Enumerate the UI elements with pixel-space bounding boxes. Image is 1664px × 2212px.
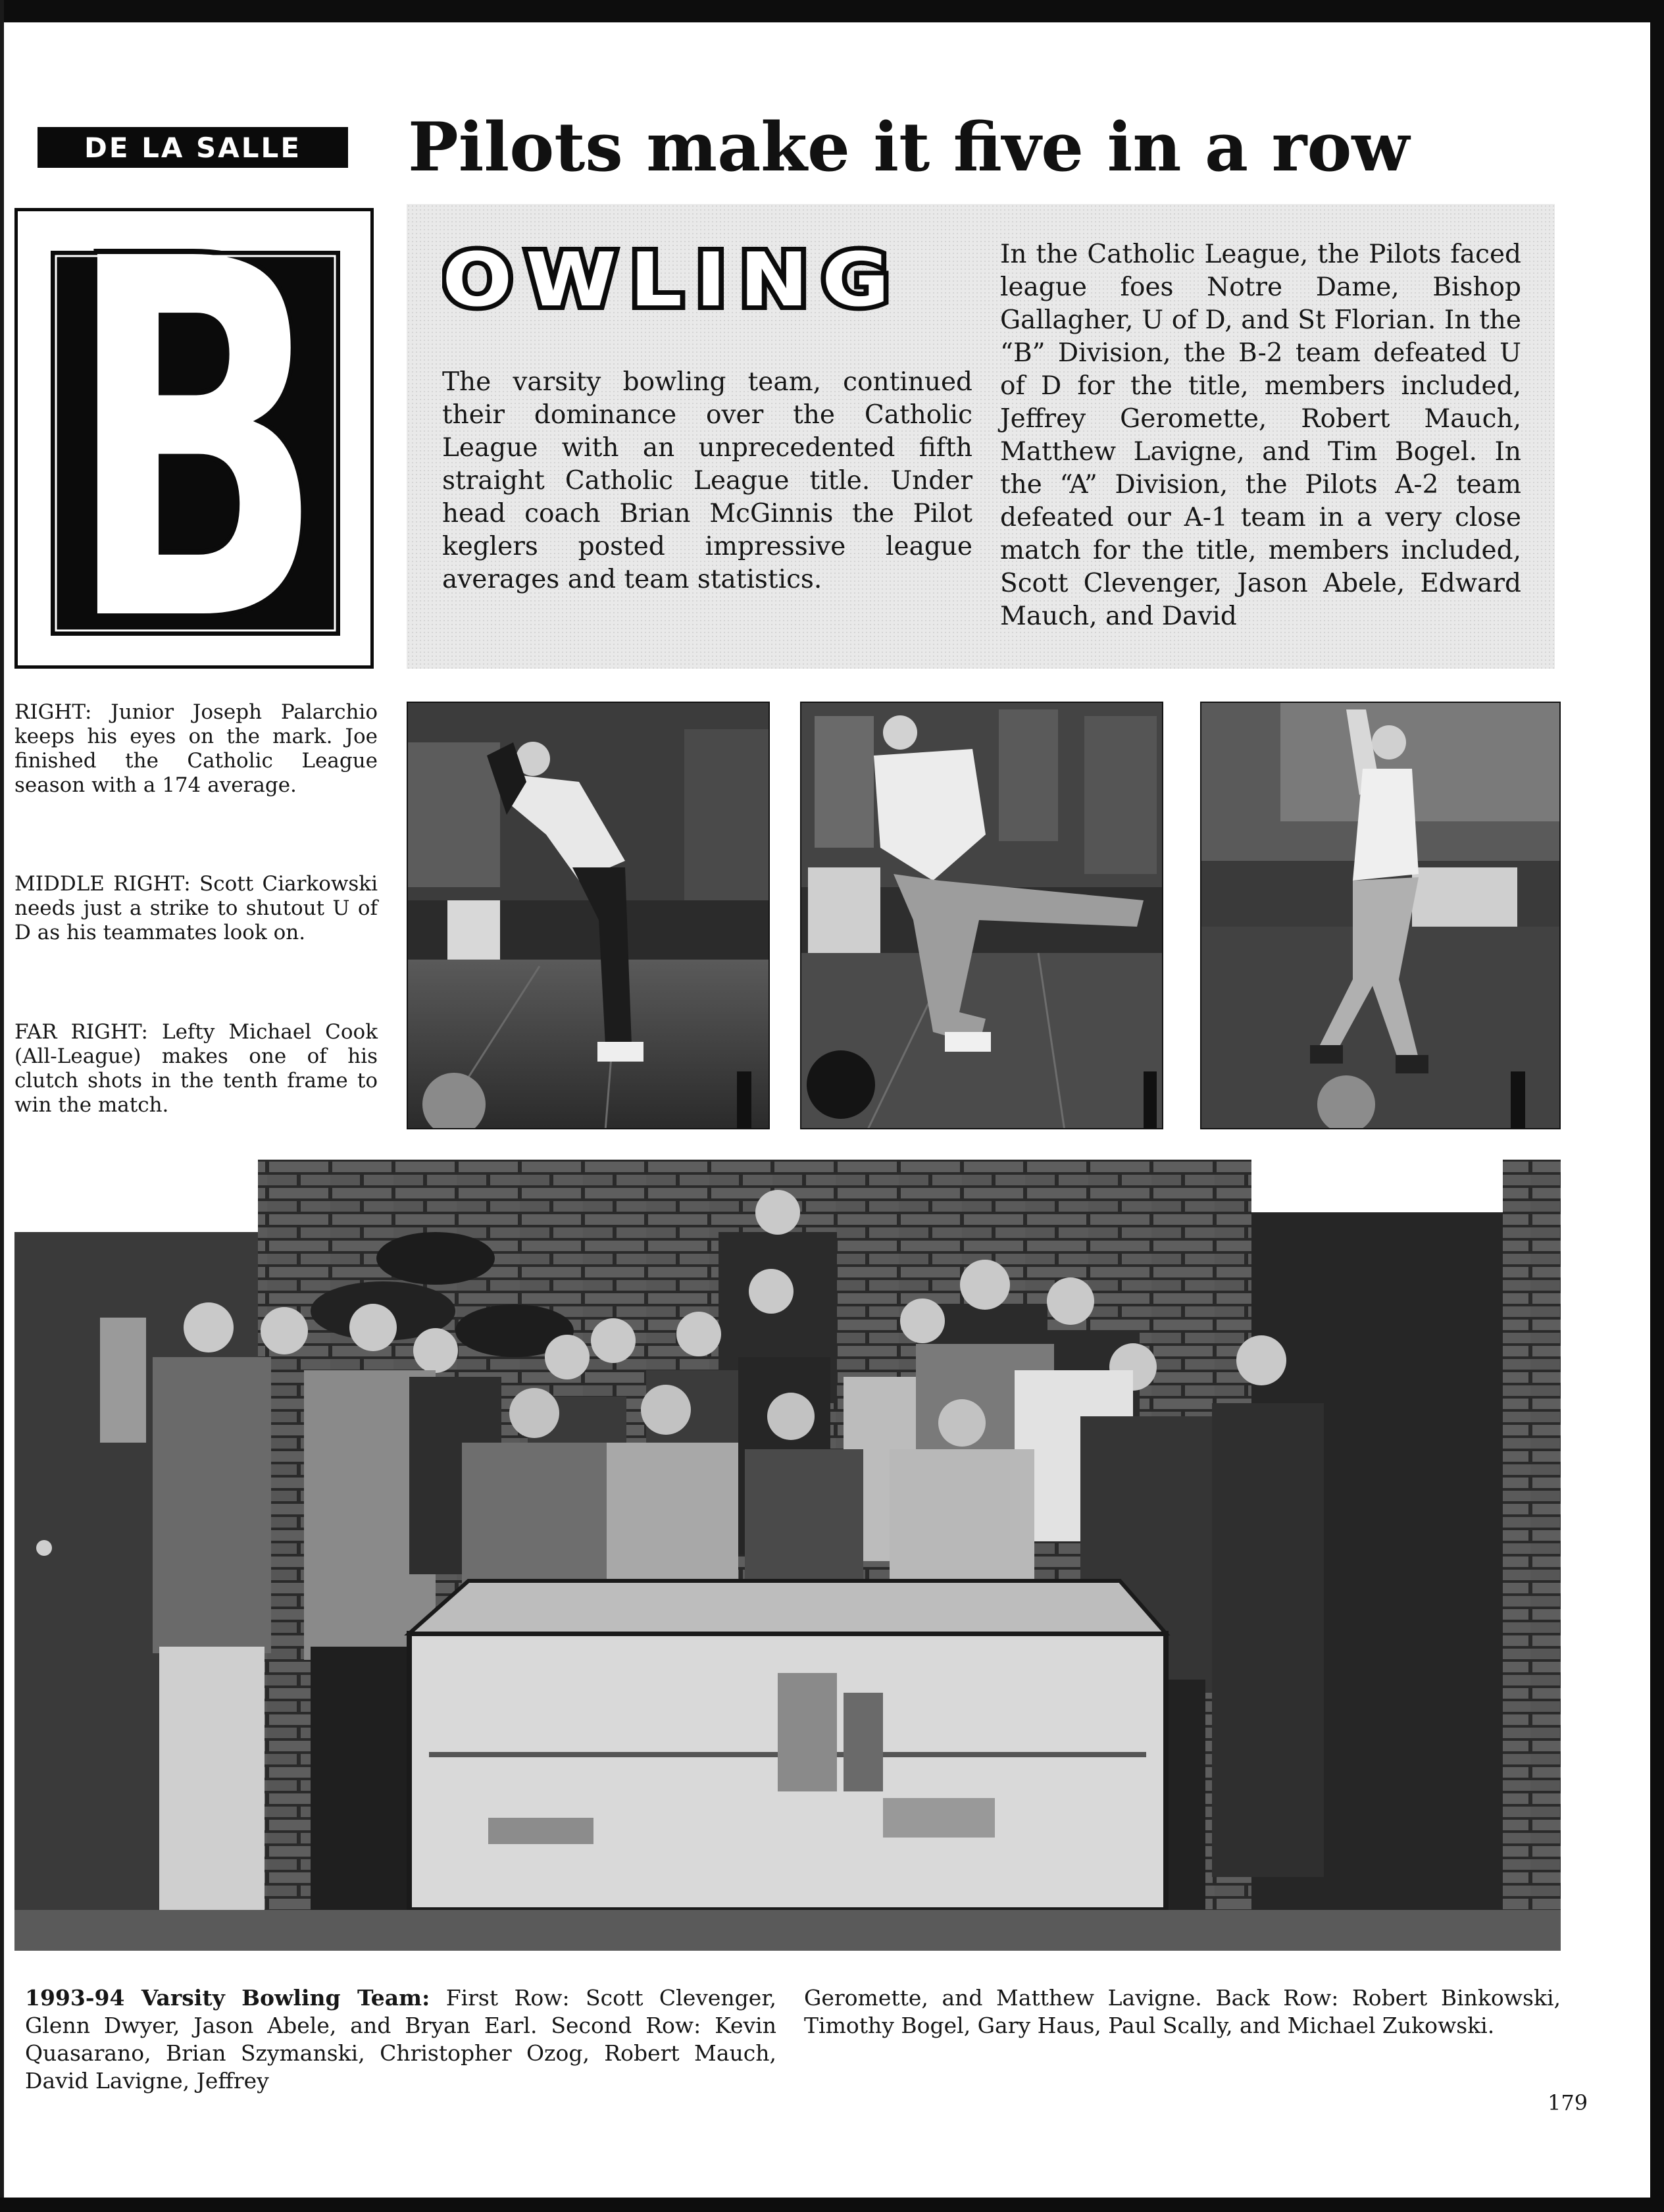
photo-caption-middle-right: MIDDLE RIGHT: Scott Ciarkowski needs just a strike to shutout U of D as his teammates look on.	[14, 872, 378, 944]
team-caption-part-1: First Row: Scott Clevenger, Glenn Dwyer, Jason Abele, and Bryan Earl. Second Row: Kevin Quasarano, Brian Szymanski, Christopher Ozog, Robert Mauch, David Lavigne, Jeffrey	[25, 1985, 776, 2094]
drop-word: OWLING	[442, 245, 903, 317]
bowler-photo-3	[1200, 702, 1561, 1129]
bowler-photo-1	[407, 702, 770, 1129]
intro-column-1: The varsity bowling team, continued their dominance over the Catholic League with an unprecedented fifth straight Catholic League title. Under head coach Brian McGinnis the Pilot keglers posted impressive league averages and team statistics.	[442, 367, 972, 594]
page-border-bottom	[0, 2198, 1664, 2212]
page-number: 179	[1548, 2090, 1588, 2115]
drop-initial-graphic	[18, 211, 370, 665]
drop-word-graphic	[442, 245, 916, 317]
team-caption-lead: 1993-94 Varsity Bowling Team:	[25, 1985, 430, 2011]
page-border-top	[0, 0, 1664, 22]
drop-initial-box	[14, 208, 374, 669]
bowler-photo-2	[800, 702, 1163, 1129]
drop-initial-letter: B	[64, 211, 327, 665]
page-border-right	[1650, 0, 1664, 2212]
page-border-left	[0, 0, 4, 2212]
team-caption-column-2: Geromette, and Matthew Lavigne. Back Row: Robert Binkowski, Timothy Bogel, Gary Haus, Paul Scally, and Michael Zukowski.	[804, 1985, 1561, 2038]
team-caption-column-1	[25, 1984, 776, 2095]
intro-column-2: In the Catholic League, the Pilots faced league foes Notre Dame, Bishop Gallagher, U of D, and St Florian. In the “B” Division, the B-2 team defeated U of D for the title, members included, Jeffrey Geromette, Robert Mauch, Matthew Lavigne, and Tim Bogel. In the “A” Division, the Pilots A-2 team defeated our A-1 team in a very close match for the title, members included, Scott Clevenger, Jason Abele, Edward Mauch, and David	[1000, 240, 1521, 631]
drop-word-box	[442, 245, 916, 317]
team-photo	[14, 1160, 1561, 1951]
page-headline: Pilots make it five in a row	[408, 108, 1410, 187]
section-tag: DE LA SALLE	[39, 129, 346, 166]
photo-caption-far-right: FAR RIGHT: Lefty Michael Cook (All-League) makes one of his clutch shots in the tenth frame to win the match.	[14, 1020, 378, 1117]
photo-caption-right: RIGHT: Junior Joseph Palarchio keeps his eyes on the mark. Joe finished the Catholic League season with a 174 average.	[14, 700, 378, 797]
